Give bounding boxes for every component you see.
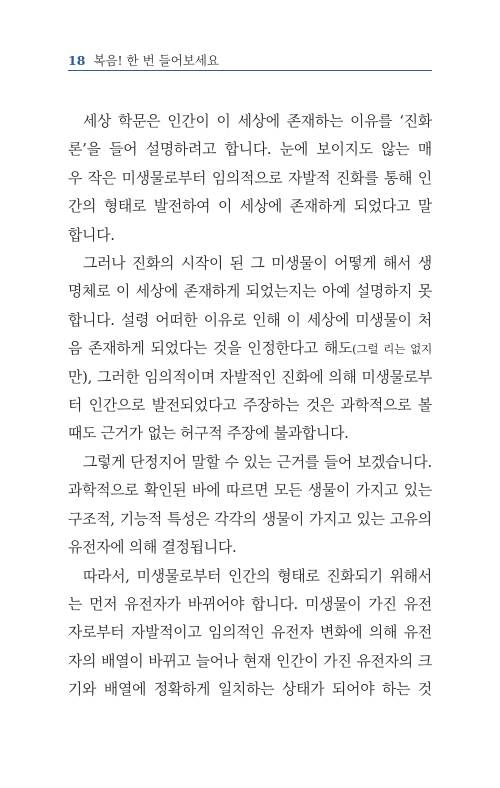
text-line: 는 먼저 유전자가 바뀌어야 합니다. 미생물이 가진 유전 <box>68 595 432 613</box>
text-line: 기와 배열에 정확하게 일치하는 상태가 되어야 하는 것 <box>68 681 432 699</box>
text-segment: 음 존재하게 되었다는 것을 인정한다고 해도 <box>68 340 353 358</box>
text-line: 우 작은 미생물로부터 임의적으로 자발적 진화를 통해 인 <box>68 169 432 187</box>
page-number: 18 <box>68 53 86 68</box>
text-line: 론’을 들어 설명하려고 합니다. 눈에 보이지도 않는 매 <box>68 141 432 159</box>
text-line: 명체로 이 세상에 존재하게 되었는지는 아예 설명하지 못 <box>68 283 432 301</box>
text-line: 자로부터 자발적이고 임의적인 유전자 변화에 의해 유전 <box>68 624 432 642</box>
text-line: 간의 형태로 발전하여 이 세상에 존재하게 되었다고 말 <box>68 198 432 216</box>
text-line: 그러나 진화의 시작이 된 그 미생물이 어떻게 해서 생 <box>83 255 432 273</box>
text-line: 합니다. 설령 어떠한 이유로 인해 이 세상에 미생물이 처 <box>68 311 432 329</box>
text-line: 그렇게 단정지어 말할 수 있는 근거를 들어 보겠습니다. <box>83 453 432 471</box>
text-line: 때도 근거가 없는 허구적 주장에 불과합니다. <box>68 425 349 443</box>
text-line: 과학적으로 확인된 바에 따르면 모든 생물이 가지고 있는 <box>68 482 432 500</box>
text-line: 합니다. <box>68 226 115 244</box>
text-line: 따라서, 미생물로부터 인간의 형태로 진화되기 위해서 <box>83 567 432 585</box>
text-line: 만), 그러한 임의적이며 자발적인 진화에 의해 미생물로부 <box>68 368 432 386</box>
text-line: 구조적, 기능적 특성은 각각의 생물이 가지고 있는 고유의 <box>68 510 432 528</box>
chapter-title: 복음! 한 번 들어보세요 <box>93 53 220 68</box>
header-rule <box>68 70 432 71</box>
paragraph <box>68 449 432 563</box>
paragraph <box>68 250 432 449</box>
paragraph <box>68 108 432 250</box>
text-line: 터 인간으로 발전되었다고 주장하는 것은 과학적으로 볼 <box>68 397 432 415</box>
parenthetical-note: (그럴 리는 없지 <box>352 342 432 357</box>
text-line: 유전자에 의해 결정됩니다. <box>68 539 237 557</box>
text-line-with-note <box>68 335 432 363</box>
running-header <box>68 51 219 69</box>
text-line: 세상 학문은 인간이 이 세상에 존재하는 이유를 ‘진화 <box>83 113 432 130</box>
text-line: 자의 배열이 바뀌고 늘어나 현재 인간이 가진 유전자의 크 <box>68 652 432 670</box>
paragraph <box>68 563 432 705</box>
body-text <box>68 108 432 705</box>
